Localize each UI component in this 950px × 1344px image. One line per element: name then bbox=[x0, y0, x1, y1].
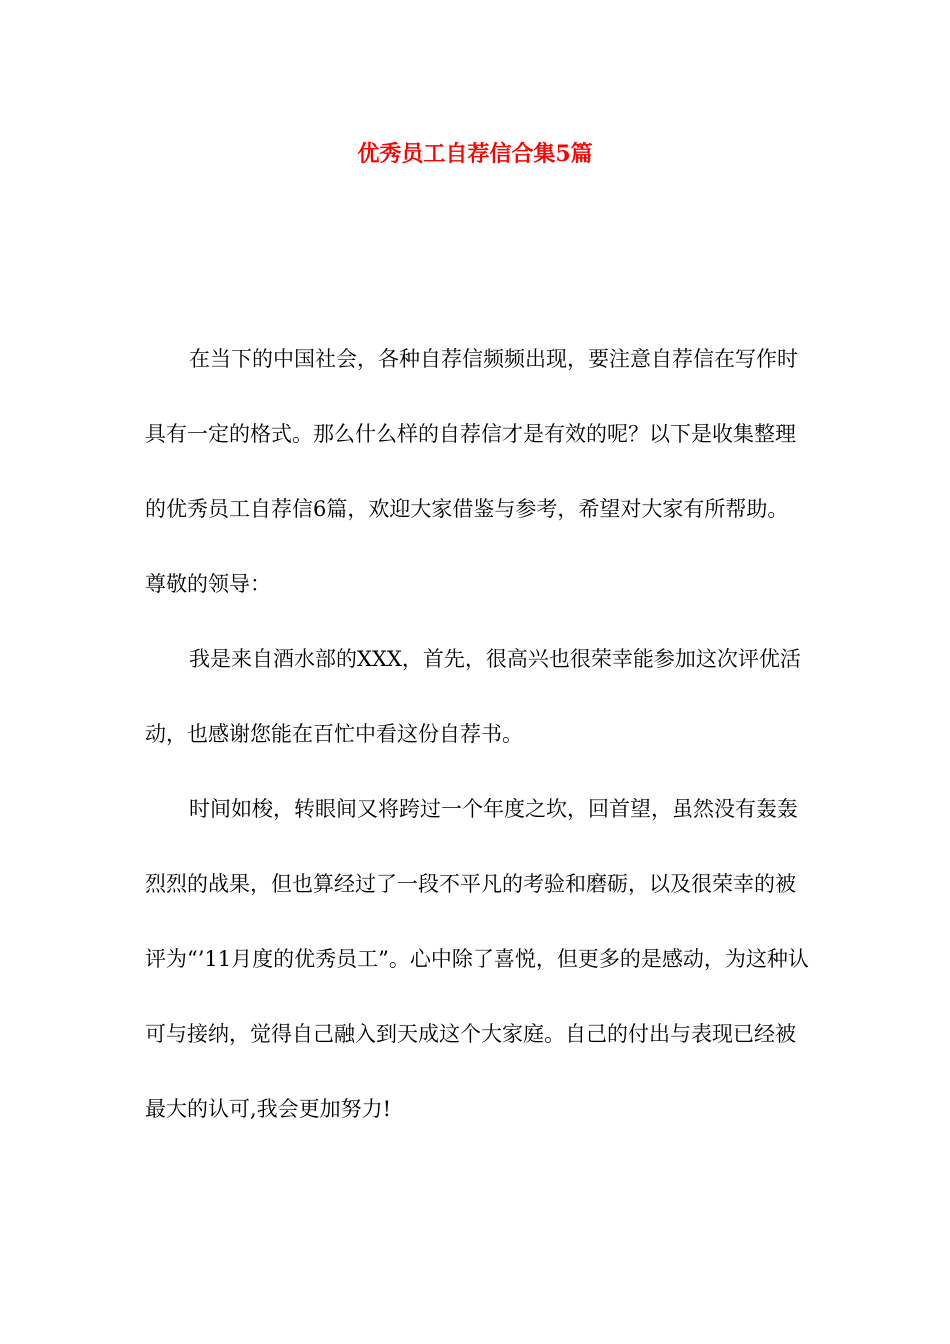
document-title: 优秀员工自荐信合集5篇 bbox=[357, 141, 593, 167]
paragraph-reflection: 时间如梭，转眼间又将跨过一个年度之坎，回首望，虽然没有轰轰烈烈的战果，但也算经过了一段不平凡的考验和磨砺，以及很荣幸的被评为“’11月度的优秀员工”。心中除了喜悦，但更多的是感动，为这种认可与接纳，觉得自己融入到天成这个大家庭。自己的付出与表现已经被最大的认可,我会更加努力! bbox=[145, 797, 809, 1121]
document-body bbox=[145, 322, 809, 1147]
salutation: 尊敬的领导： bbox=[145, 572, 271, 596]
paragraph-introduction: 我是来自酒水部的XXX，首先，很高兴也很荣幸能参加这次评优活动，也感谢您能在百忙中看这份自荐书。 bbox=[145, 647, 801, 746]
intro-paragraph: 在当下的中国社会，各种自荐信频频出现，要注意自荐信在写作时具有一定的格式。那么什么样的自荐信才是有效的呢？以下是收集整理的优秀员工自荐信6篇，欢迎大家借鉴与参考，希望对大家有所帮助。 bbox=[145, 347, 798, 521]
